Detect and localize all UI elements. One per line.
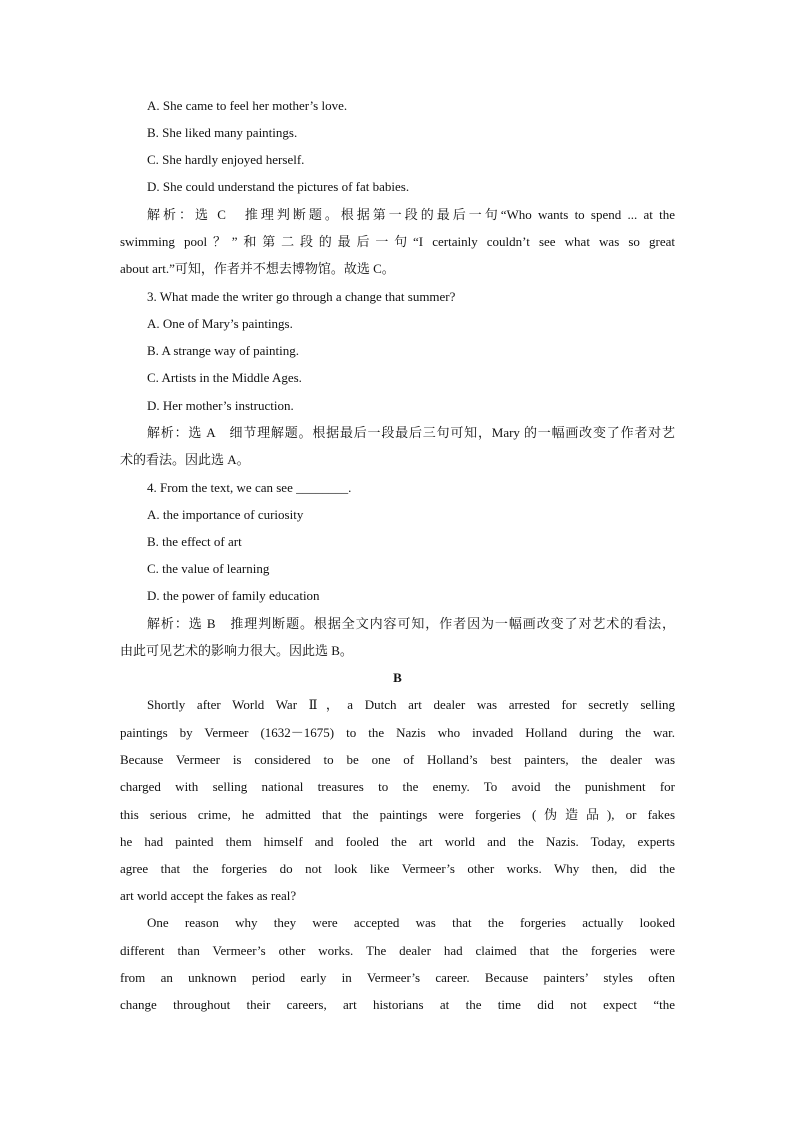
q3-option-b: B. A strange way of painting. bbox=[147, 343, 300, 358]
q4-option-b: B. the effect of art bbox=[147, 534, 242, 549]
q2-analysis-line-3: about art.”可知，作者并不想去博物馆。故选 C。 bbox=[120, 261, 395, 276]
q3-option-d: D. Her mother’s instruction. bbox=[147, 398, 294, 413]
q4-option-a: A. the importance of curiosity bbox=[147, 507, 304, 522]
passage-b-p1-line-2: paintings by Vermeer (1632－1675) to the Nazis who invaded Holland during the war. bbox=[120, 725, 675, 740]
section-b-heading: B bbox=[393, 670, 402, 685]
passage-b-p1-line-3: Because Vermeer is considered to be one of Holland’s best painters, the dealer was bbox=[120, 752, 675, 767]
passage-b-p1-line-1: Shortly after World War Ⅱ，a Dutch art dealer was arrested for secretly selling bbox=[147, 697, 675, 712]
q3-option-a: A. One of Mary’s paintings. bbox=[147, 316, 293, 331]
passage-b-p2-line-3: from an unknown period early in Vermeer’s career. Because painters’ styles often bbox=[120, 970, 675, 985]
passage-b-p1-line-8: art world accept the fakes as real? bbox=[120, 888, 297, 903]
passage-b-p2-line-1: One reason why they were accepted was that the forgeries actually looked bbox=[147, 915, 675, 930]
q4-option-d: D. the power of family education bbox=[147, 588, 320, 603]
q2-option-a: A. She came to feel her mother’s love. bbox=[147, 98, 348, 113]
passage-b-p1-line-4: charged with selling national treasures to the enemy. To avoid the punishment for bbox=[120, 779, 675, 794]
q3-analysis-line-1: 解析：选 A 细节理解题。根据最后一段最后三句可知，Mary 的一幅画改变了作者对艺 bbox=[147, 425, 675, 440]
q4-analysis-line-1: 解析：选 B 推理判断题。根据全文内容可知，作者因为一幅画改变了对艺术的看法， bbox=[147, 616, 675, 631]
q3-analysis-line-2: 术的看法。因此选 A。 bbox=[120, 452, 250, 467]
q2-analysis-line-1: 解析：选 C 推理判断题。根据第一段的最后一句“Who wants to spend ... at the bbox=[147, 207, 675, 222]
q3-question: 3. What made the writer go through a change that summer? bbox=[147, 289, 456, 304]
q3-option-c: C. Artists in the Middle Ages. bbox=[147, 370, 302, 385]
q4-option-c: C. the value of learning bbox=[147, 561, 270, 576]
q2-option-c: C. She hardly enjoyed herself. bbox=[147, 152, 305, 167]
q2-option-d: D. She could understand the pictures of fat babies. bbox=[147, 179, 410, 194]
q2-option-b: B. She liked many paintings. bbox=[147, 125, 298, 140]
q4-question: 4. From the text, we can see ________. bbox=[147, 480, 352, 495]
q2-analysis-line-2: swimming pool？”和第二段的最后一句“I certainly couldn’t see what was so great bbox=[120, 234, 675, 249]
passage-b-p2-line-2: different than Vermeer’s other works. The dealer had claimed that the forgeries were bbox=[120, 943, 675, 958]
passage-b-p1-line-6: he had painted them himself and fooled the art world and the Nazis. Today, experts bbox=[120, 834, 675, 849]
passage-b-p2-line-4: change throughout their careers, art historians at the time did not expect “the bbox=[120, 997, 675, 1012]
q4-analysis-line-2: 由此可见艺术的影响力很大。因此选 B。 bbox=[120, 643, 353, 658]
passage-b-p1-line-5: this serious crime, he admitted that the paintings were forgeries (伪造品), or fakes bbox=[120, 807, 675, 822]
passage-b-p1-line-7: agree that the forgeries do not look like Vermeer’s other works. Why then, did the bbox=[120, 861, 675, 876]
